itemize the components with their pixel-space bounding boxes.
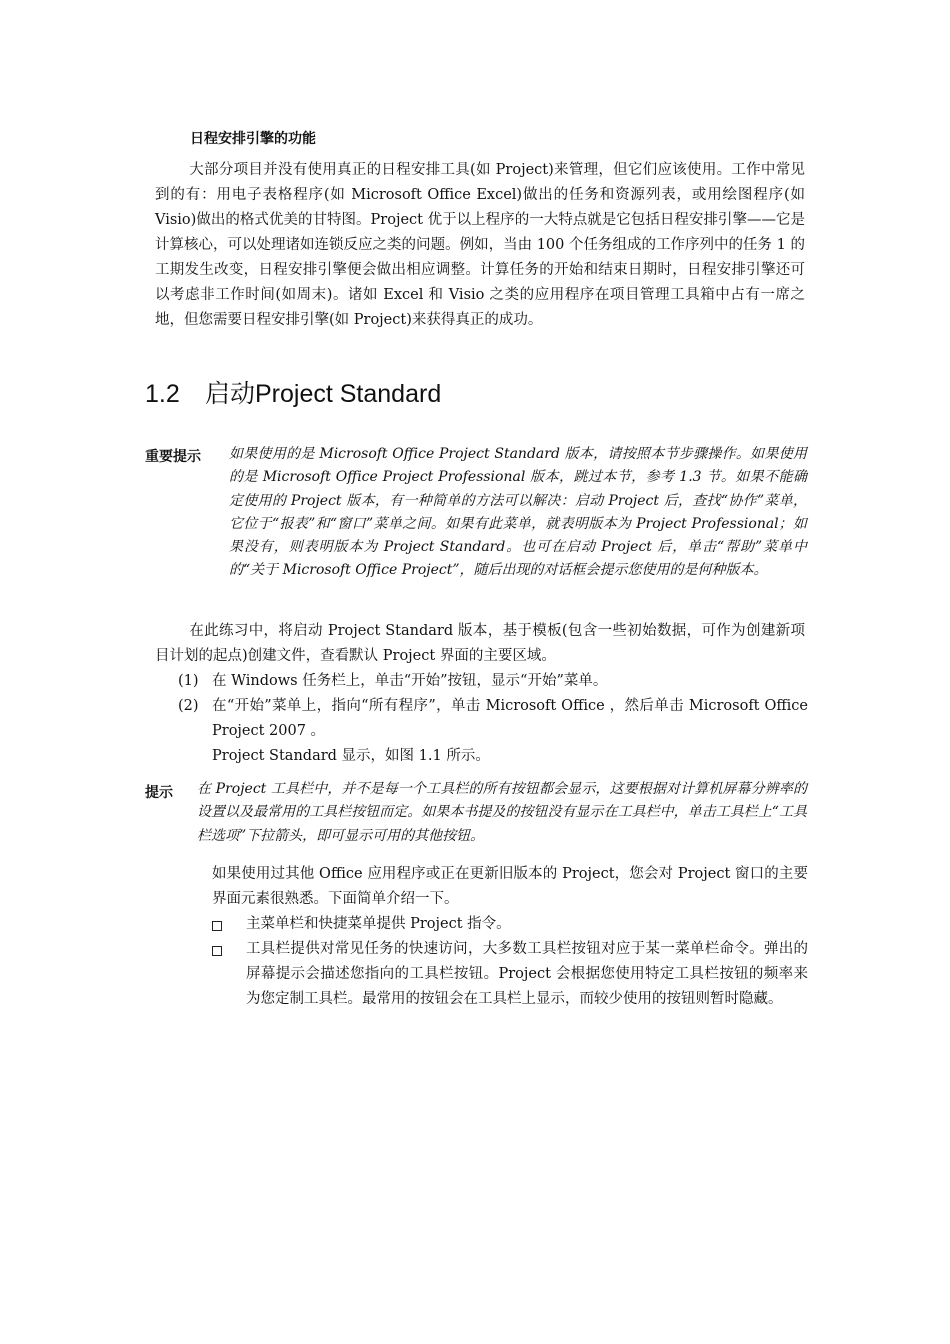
checkbox-bullet-icon [212, 921, 222, 931]
exercise-paragraph-text: 在此练习中，将启动 Project Standard 版本，基于模板(包含一些初始数据，可作为创建新项目计划的起点)创建文件，查看默认 Project 界面的主要区域。 [155, 623, 805, 664]
step-text: 在 Windows 任务栏上，单击“开始”按钮，显示“开始”菜单。 [212, 673, 608, 689]
step-number: (1) [178, 673, 199, 689]
checkbox-bullet-icon [212, 946, 222, 956]
list-item-text: 工具栏提供对常见任务的快速访问，大多数工具栏按钮对应于某一菜单栏命令。弹出的屏幕提示会描述您指向的工具栏按钮。Project 会根据您使用特定工具栏按钮的频率来为您定制工具栏。最常用的按钮会在工具栏上显示，而较少使用的按钮则暂时隐藏。 [246, 941, 808, 1007]
important-note-label: 重要提示 [145, 449, 201, 465]
section-heading: 日程安排引擎的功能 [190, 131, 316, 147]
exercise-paragraph [155, 619, 805, 669]
list-item-text: 主菜单栏和快捷菜单提供 Project 指令。 [246, 916, 511, 932]
tip-note-text: 在 Project 工具栏中，并不是每一个工具栏的所有按钮都会显示，这要根据对计算机屏幕分辨率的设置以及最常用的工具栏按钮而定。如果本书提及的按钮没有显示在工具栏中，单击工具栏上“工具栏选项”下拉箭头，即可显示可用的其他按钮。 [197, 781, 807, 844]
step-text: 在“开始”菜单上，指向“所有程序”，单击 Microsoft Office ，然后单击 Microsoft Office Project 2007 。 [212, 698, 808, 739]
step-result-text: Project Standard 显示，如图 1.1 所示。 [212, 748, 490, 764]
chapter-title: 启动Project Standard [205, 380, 442, 408]
intro-paragraph [155, 158, 805, 333]
interface-paragraph: 如果使用过其他 Office 应用程序或正在更新旧版本的 Project，您会对 Project 窗口的主要界面元素很熟悉。下面简单介绍一下。 [212, 866, 808, 907]
tip-note-label: 提示 [145, 785, 173, 801]
chapter-number: 1.2 [145, 380, 180, 408]
step-number: (2) [178, 698, 199, 714]
chapter-heading [145, 374, 441, 410]
intro-paragraph-text: 大部分项目并没有使用真正的日程安排工具(如 Project)来管理，但它们应该使用。工作中常见到的有：用电子表格程序(如 Microsoft Office Excel)做出的任务和资源列表，或用绘图程序(如 Visio)做出的格式优美的甘特图。Project 优于以上程序的一大特点就是它包括日程安排引擎——它是计算核心，可以处理诸如连锁反应之类的问题。例如，当由 100 个任务组成的工作序列中的任务 1 的工期发生改变，日程安排引擎便会做出相应调整。计算任务的开始和结束日期时，日程安排引擎还可以考虑非工作时间(如周末)。诸如 Excel 和 Visio 之类的应用程序在项目管理工具箱中占有一席之地，但您需要日程安排引擎(如 Project)来获得真正的成功。 [155, 162, 805, 328]
important-note-text: 如果使用的是 Microsoft Office Project Standard 版本，请按照本节步骤操作。如果使用的是 Microsoft Office Project Professional 版本，跳过本节，参考 1.3 节。如果不能确定使用的 Project 版本，有一种简单的方法可以解决：启动 Project 后，查找“协作”菜单，它位于“报表”和“窗口”菜单之间。如果有此菜单，就表明版本为 Project Professional；如果没有，则表明版本为 Project Standard。也可在启动 Project 后，单击“帮助”菜单中的“关于 Microsoft Office Project”，随后出现的对话框会提示您使用的是何种版本。 [229, 446, 807, 579]
